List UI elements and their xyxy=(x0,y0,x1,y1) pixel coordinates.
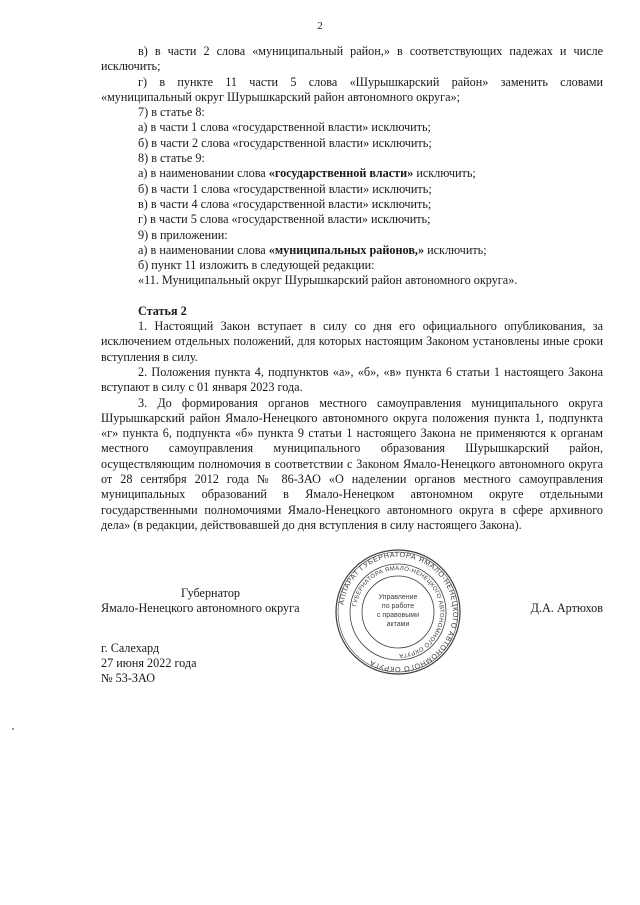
amendment-item: в) в части 2 слова «муниципальный район,» в соответствующих падежах и числе исключить; xyxy=(101,44,603,74)
amendment-item: г) в части 5 слова «государственной власти» исключить; xyxy=(138,212,431,227)
amendment-item: б) в части 1 слова «государственной власти» исключить; xyxy=(138,181,432,196)
seal-center-line: с правовыми xyxy=(376,612,420,619)
amendment-item: б) пункт 11 изложить в следующей редакции: xyxy=(138,258,375,273)
amendment-text: а) в наименовании слова xyxy=(138,242,269,257)
official-seal xyxy=(328,548,468,676)
amendment-item: г) в пункте 11 части 5 слова «Шурышкарский район» заменить словами «муниципальный округ Шурышкарский район автономного округа»; xyxy=(101,74,603,104)
amendment-item xyxy=(101,166,603,181)
place-date-block xyxy=(101,641,197,686)
city: г. Салехард xyxy=(101,641,160,655)
amendment-text: а) в наименовании слова xyxy=(138,166,269,181)
page-number: 2 xyxy=(317,20,323,32)
amendment-text: исключить; xyxy=(413,166,476,181)
article-2-title: Статья 2 xyxy=(138,303,187,318)
amendment-item: а) в части 1 слова «государственной власти» исключить; xyxy=(138,120,431,135)
seal-inner-text: ГУБЕРНАТОРА ЯМАЛО-НЕНЕЦКОГО АВТОНОМНОГО ОКРУГА xyxy=(352,565,445,659)
date: 27 июня 2022 года xyxy=(101,656,197,670)
seal-center-line: по работе xyxy=(381,603,415,610)
article-2-paragraph-2: 2. Положения пункта 4, подпунктов «а», «б», «в» пункта 6 статьи 1 настоящего Закона вступают в силу с 01 января 2023 года. xyxy=(101,364,603,395)
amendment-text: исключить; xyxy=(424,242,487,257)
law-number: № 53-ЗАО xyxy=(101,671,156,685)
governor-name: Д.А. Артюхов xyxy=(530,601,603,615)
seal-center-line: актами xyxy=(386,621,410,628)
amendments-list xyxy=(101,44,603,289)
scan-speck xyxy=(12,728,14,730)
document-body xyxy=(101,44,603,533)
article-2-paragraph-1: 1. Настоящий Закон вступает в силу со дня его официального опубликования, за исключением отдельных положений, для которых настоящим Законом установлены иные сроки вступления в силу. xyxy=(101,319,603,364)
seal-center-line: Управление xyxy=(378,594,418,601)
amendment-item: «11. Муниципальный округ Шурышкарский район автономного округа». xyxy=(138,273,518,288)
amendment-item: 7) в статье 8: xyxy=(138,105,205,120)
governor-region: Ямало-Ненецкого автономного округа xyxy=(101,601,300,615)
amendment-item xyxy=(101,243,603,258)
emphasized-words: «муниципальных районов,» xyxy=(268,242,425,257)
amendment-item: 8) в статье 9: xyxy=(138,151,205,166)
amendment-item: 9) в приложении: xyxy=(138,227,228,242)
amendment-item: б) в части 2 слова «государственной власти» исключить; xyxy=(138,135,432,150)
seal-outer-text: АППАРАТ ГУБЕРНАТОРА ЯМАЛО-НЕНЕЦКОГО АВТОНОМНОГО ОКРУГА xyxy=(336,549,461,675)
amendment-item: в) в части 4 слова «государственной власти» исключить; xyxy=(138,196,432,211)
emphasized-words: «государственной власти» xyxy=(268,166,414,181)
article-2-paragraph-3: 3. До формирования органов местного самоуправления муниципального округа Шурышкарский район Ямало-Ненецкого автономного округа положения пункта 1, подпункта «г» пункта 6, подпункта «б» пункта 9 статьи 1 настоящего Закона не применяются к органам местного самоуправления муниципального образования Шурышкарский район, осуществляющим полномочия в соответствии с Законом Ямало-Ненецкого автономного округа от 28 сентября 2012 года № 86-ЗАО «О наделении органов местного самоуправления муниципальных образований в Ямало-Ненецком автономном округе отдельными государственными полномочиями Ямало-Ненецкого автономного округа в сфере архивного дела» (в редакции, действовавшей до дня вступления в силу настоящего Закона). xyxy=(101,395,603,532)
governor-title: Губернатор xyxy=(181,586,241,600)
